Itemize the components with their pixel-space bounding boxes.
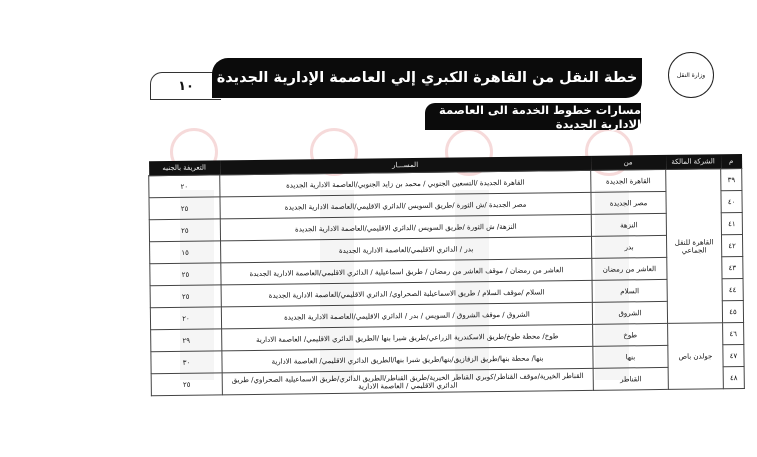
origin: القناطر	[593, 367, 668, 390]
row-number: ٤١	[721, 213, 742, 235]
company-name: جولدن باص	[668, 323, 724, 390]
page-title: خطة النقل من القاهرة الكبري إلي العاصمة الإدارية الجديدة	[212, 58, 642, 98]
route-path: بنها/ محطة بنها/طريق الزقازيق/بنها/طريق شبرا بنها/الطريق الدائري الاقليمي/ العاصمة الادارية	[222, 346, 593, 373]
row-number: ٤٦	[723, 322, 744, 344]
row-number: ٤٧	[723, 344, 744, 366]
origin: العاشر من رمضان	[592, 257, 667, 280]
origin: الشروق	[592, 301, 667, 324]
col-company: الشركة المالكة	[666, 154, 721, 169]
row-number: ٤٣	[722, 256, 743, 278]
fare-value: ٢٥	[151, 373, 222, 396]
col-route: المســـار	[220, 156, 591, 175]
row-number: ٤٨	[723, 366, 744, 388]
route-path: السلام /موقف السلام / طريق الاسماعيلية الصحراوي/ الدائري الاقليمي/العاصمة الادارية الجديدة	[221, 280, 592, 307]
fare-value: ٢٥	[150, 285, 221, 308]
route-path: الشروق / موقف الشروق / السويس / بدر / الدائري الاقليمي/العاصمة الادارية الجديدة	[221, 302, 592, 329]
fare-value: ٢٥	[150, 263, 221, 286]
fare-value: ٢٩	[151, 329, 222, 352]
row-number: ٣٩	[721, 169, 742, 191]
routes-table	[148, 154, 745, 396]
fare-value: ٢٠	[149, 175, 220, 198]
row-number: ٤٥	[722, 300, 743, 322]
route-path: بدر / الدائري الاقليمي/العاصمة الادارية الجديدة	[221, 236, 592, 263]
origin: القاهرة الجديدة	[591, 169, 666, 192]
route-path: القناطر الخيرية/موقف القناطر/كوبري القناطر الخيرية/طريق القناطر/الطريق الدائري/طريق الاسماعيلية الصحراوي/ طريق الدائري الاقليمي / العاصمة الادارية	[222, 368, 593, 395]
route-path: النزهة/ ش الثورة /طريق السويس /الدائري الاقليمي/العاصمة الادارية الجديدة	[220, 214, 591, 241]
origin: بنها	[593, 345, 668, 368]
route-path: القاهرة الجديدة /التسعين الجنوبي / محمد بن زايد الجنوبي/العاصمة الادارية الجديدة	[220, 170, 591, 197]
origin: طوخ	[593, 323, 668, 346]
fare-value: ١٥	[150, 241, 221, 264]
fare-value: ٢٥	[149, 219, 220, 242]
fare-value: ٢٠	[150, 307, 221, 330]
origin: النزهة	[591, 213, 666, 236]
route-path: العاشر من رمضان / موقف العاشر من رمضان / طريق اسماعيلية / الدائري الاقليمي/العاصمة الادارية الجديدة	[221, 258, 592, 285]
fare-value: ٣٠	[151, 351, 222, 374]
ministry-logo: وزارة النقل	[668, 52, 714, 98]
origin: السلام	[592, 279, 667, 302]
col-fare: التعريفة بالجنيه	[149, 160, 220, 175]
origin: بدر	[591, 235, 666, 258]
company-name: القاهرة للنقل الجماعي	[666, 169, 723, 324]
route-path: طوخ/ محطة طوخ/طريق الاسكندرية الزراعي/طريق شبرا بنها /الطريق الدائري الاقليمي/ العاصمة الادارية	[222, 324, 593, 351]
page-number: ١٠	[150, 72, 221, 100]
fare-value: ٢٥	[149, 197, 220, 220]
section-title: مسارات خطوط الخدمة الى العاصمة الادارية الجديدة	[425, 103, 641, 130]
row-number: ٤٤	[722, 278, 743, 300]
route-path: مصر الجديدة /ش الثورة /طريق السويس /الدائري الاقليمي/العاصمة الادارية الجديدة	[220, 192, 591, 219]
row-number: ٤٢	[721, 235, 742, 257]
origin: مصر الجديدة	[591, 191, 666, 214]
row-number: ٤٠	[721, 191, 742, 213]
col-from: من	[591, 155, 666, 170]
col-number: م	[721, 154, 742, 169]
